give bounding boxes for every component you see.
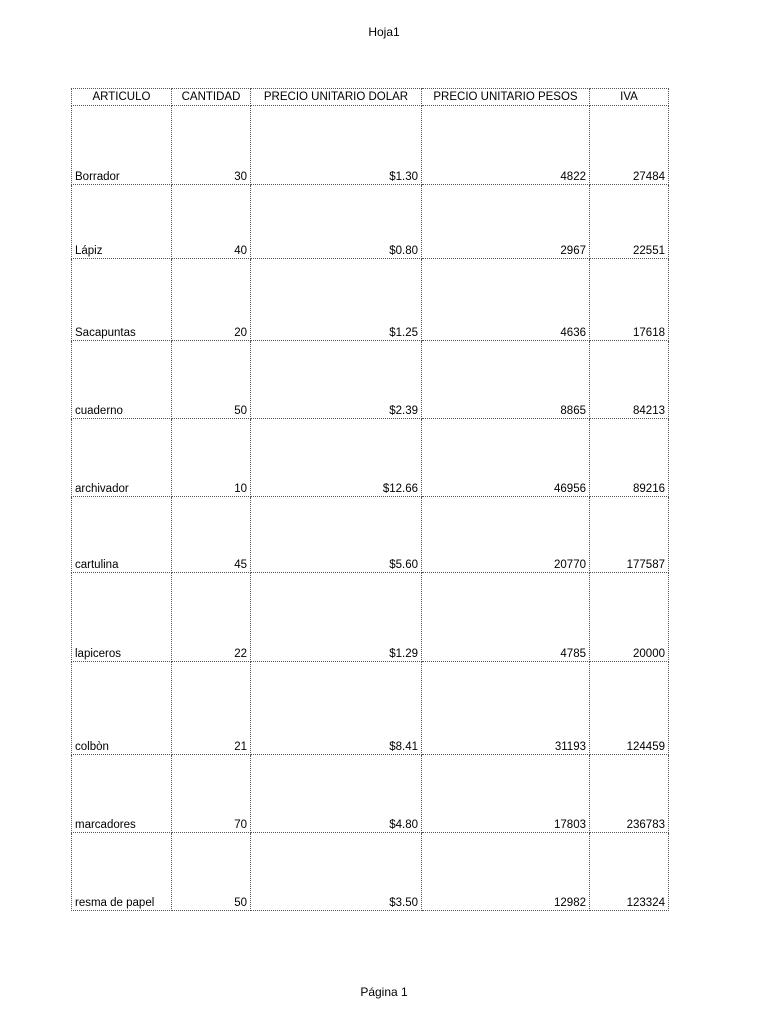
header-cantidad: CANTIDAD xyxy=(172,89,251,106)
cell-iva: 89216 xyxy=(590,419,669,497)
data-table xyxy=(71,88,669,911)
header-precio-pesos: PRECIO UNITARIO PESOS xyxy=(422,89,590,106)
cell-precio-pesos: 2967 xyxy=(422,185,590,259)
cell-cantidad: 10 xyxy=(172,419,251,497)
cell-iva: 124459 xyxy=(590,662,669,755)
cell-cantidad: 50 xyxy=(172,833,251,911)
table-row xyxy=(72,662,669,755)
cell-precio-pesos: 17803 xyxy=(422,755,590,833)
cell-articulo: marcadores xyxy=(72,755,172,833)
sheet-title: Hoja1 xyxy=(368,25,400,39)
cell-articulo: Lápiz xyxy=(72,185,172,259)
cell-precio-dolar: $1.25 xyxy=(251,259,422,341)
cell-precio-dolar: $4.80 xyxy=(251,755,422,833)
cell-articulo: cuaderno xyxy=(72,341,172,419)
table-row xyxy=(72,833,669,911)
cell-cantidad: 45 xyxy=(172,497,251,573)
cell-cantidad: 20 xyxy=(172,259,251,341)
table-row xyxy=(72,341,669,419)
cell-iva: 20000 xyxy=(590,573,669,662)
page-footer: Página 1 xyxy=(360,985,408,999)
cell-iva: 17618 xyxy=(590,259,669,341)
cell-precio-pesos: 4636 xyxy=(422,259,590,341)
cell-precio-dolar: $12.66 xyxy=(251,419,422,497)
cell-cantidad: 22 xyxy=(172,573,251,662)
cell-precio-dolar: $1.29 xyxy=(251,573,422,662)
header-articulo: ARTICULO xyxy=(72,89,172,106)
cell-articulo: colbòn xyxy=(72,662,172,755)
header-iva: IVA xyxy=(590,89,669,106)
cell-precio-pesos: 20770 xyxy=(422,497,590,573)
cell-cantidad: 30 xyxy=(172,106,251,185)
cell-cantidad: 21 xyxy=(172,662,251,755)
cell-precio-pesos: 12982 xyxy=(422,833,590,911)
cell-articulo: cartulina xyxy=(72,497,172,573)
cell-iva: 84213 xyxy=(590,341,669,419)
cell-precio-dolar: $8.41 xyxy=(251,662,422,755)
cell-iva: 22551 xyxy=(590,185,669,259)
cell-cantidad: 70 xyxy=(172,755,251,833)
table-row xyxy=(72,259,669,341)
cell-precio-pesos: 46956 xyxy=(422,419,590,497)
cell-precio-dolar: $2.39 xyxy=(251,341,422,419)
cell-precio-dolar: $3.50 xyxy=(251,833,422,911)
cell-iva: 123324 xyxy=(590,833,669,911)
table-row xyxy=(72,755,669,833)
cell-articulo: resma de papel xyxy=(72,833,172,911)
table-row xyxy=(72,573,669,662)
cell-articulo: Sacapuntas xyxy=(72,259,172,341)
header-row xyxy=(72,89,669,106)
cell-precio-pesos: 8865 xyxy=(422,341,590,419)
cell-precio-pesos: 31193 xyxy=(422,662,590,755)
cell-iva: 27484 xyxy=(590,106,669,185)
cell-cantidad: 40 xyxy=(172,185,251,259)
table-row xyxy=(72,185,669,259)
table-row xyxy=(72,106,669,185)
cell-articulo: archivador xyxy=(72,419,172,497)
cell-precio-pesos: 4785 xyxy=(422,573,590,662)
cell-precio-pesos: 4822 xyxy=(422,106,590,185)
table-row xyxy=(72,419,669,497)
cell-articulo: lapiceros xyxy=(72,573,172,662)
table-row xyxy=(72,497,669,573)
cell-articulo: Borrador xyxy=(72,106,172,185)
cell-precio-dolar: $1.30 xyxy=(251,106,422,185)
cell-iva: 236783 xyxy=(590,755,669,833)
cell-precio-dolar: $5.60 xyxy=(251,497,422,573)
cell-iva: 177587 xyxy=(590,497,669,573)
cell-cantidad: 50 xyxy=(172,341,251,419)
cell-precio-dolar: $0.80 xyxy=(251,185,422,259)
header-precio-dolar: PRECIO UNITARIO DOLAR xyxy=(251,89,422,106)
